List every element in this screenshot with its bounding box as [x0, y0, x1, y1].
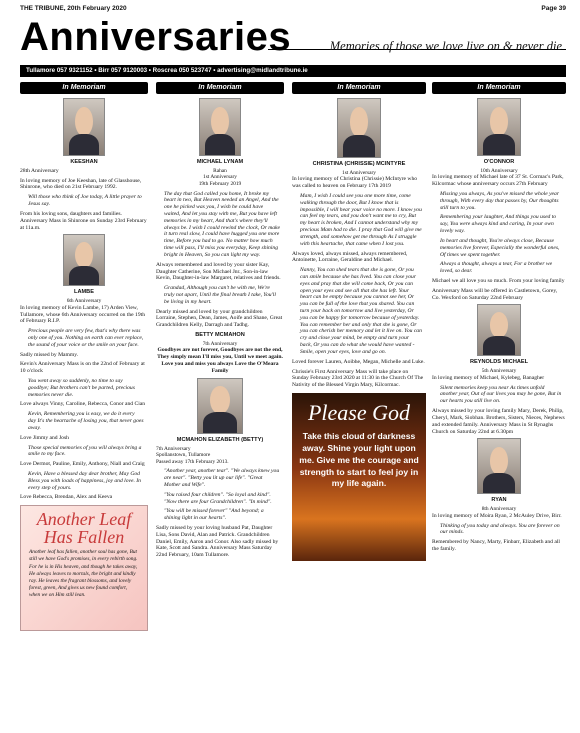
notice-verse: Thinking of you today and always. You are forever on our minds. — [440, 522, 560, 536]
notice-subtitle: Rahan — [213, 167, 227, 174]
verse-card-leaf — [20, 505, 148, 631]
notice-name: CHRISTINA (CHRISSIE) MCINTYRE — [312, 161, 406, 167]
notice-text: Chrissie's First Anniversary Mass will take place on Sunday February 23rd 2020 at 11:30 in the Church Of The Nativity of the Blessed Virgin Mary, Kilcormac. — [292, 368, 424, 389]
notice-verse: "Another year, another tear". "We always knew you are near". "Betty you lit up our life". "Great Mother and Wife". — [164, 468, 280, 488]
column-2 — [156, 82, 284, 727]
notice-text: Always loved, always missed, always remembered, Antoinette, Lorraine, Geraldine and Michael. — [292, 250, 408, 264]
banner — [20, 15, 566, 74]
notice-verse: Remembering your laughter, And things you used to say, You were always kind and caring, In your own lovely way. — [440, 214, 557, 235]
notice-subtitle: 5th Anniversary — [481, 368, 517, 375]
notice-text: Love always Vinny, Caroline, Rebecca, Conor and Cian — [20, 401, 146, 408]
notice-text: Love Jimmy and Josh — [20, 434, 69, 441]
notice-subtitle: Passed away 17th February 2013. — [156, 458, 229, 465]
notice-subtitle: 7th Anniversary — [156, 445, 191, 452]
page-number: Page 39 — [541, 5, 566, 12]
page-header — [20, 5, 566, 15]
tagline: Memories of those we love live on & never die — [329, 39, 562, 53]
notice-subtitle: 19th February 2019 — [198, 181, 242, 187]
portrait-photo — [63, 234, 105, 286]
notice-subtitle: 7th Anniversary — [202, 340, 238, 347]
portrait-photo — [337, 98, 381, 158]
notice-verse: The day that God called you home, It broke my heart in two, But Heaven needed an Angel, And the one he picked was you, I wish he could have waited, And let you stay with me, But you have left memories in my heart, And that's where they'll always be. I wish I could rewind the clock, Or make it turn real slow, I could have hugged you one more time, Before you had to go. No matter how much time will pass, I'll miss you everyday, Keep shining bright in Heaven, So you can light my way. — [164, 190, 280, 258]
notice-verse: Those special memories of you will always bring a smile to my face. — [28, 444, 142, 458]
notice-subtitle: 1st Anniversary — [203, 174, 237, 181]
page-title: Anniversaries — [20, 15, 292, 59]
notice-verse: Kevin, Remembering you is easy, we do it every day It's the heartache of losing you, that never goes away. — [28, 411, 144, 431]
notice-verse: Kevin, Have a blessed day dear brother, May God Bless you with loads of happiness, joy and love. In every step of yours. — [28, 470, 141, 491]
notice-text: In loving memory of Moira Ryan, 2 McAuley Drive, Birr. — [432, 512, 562, 519]
notice-subtitle: 10th Anniversary — [480, 167, 518, 174]
portrait-photo — [63, 98, 105, 156]
notice-text: In loving memory of Joe Keeshan, late of Glasshouse, Shinrone, who died on 21st February 1992. — [20, 177, 142, 191]
notice-text: Michael we all love you so much. From your loving family — [432, 277, 565, 284]
notice-text: Remembered by Nancy, Marty, Finbarr, Elizabeth and all the family. — [432, 539, 560, 552]
notice-text: In loving memory of Christina (Chrissie) McIntyre who was called to heaven on February 17th 2019 — [292, 176, 418, 190]
card-heading: Please God — [307, 399, 411, 425]
notice-name: MCMAHON ELIZABETH (BETTY) — [176, 436, 264, 443]
notice-subtitle: 6th Anniversary — [66, 298, 102, 305]
section-header: In Memoriam — [432, 82, 566, 94]
card-verse: Take this cloud of darkness away. Shine your light upon me. Give me the courage and strength to start to feel joy in my life again. — [299, 430, 419, 489]
notice-verse: Always a thought, always a tear, For a brother we loved, so dear. — [440, 261, 553, 275]
notice-verse: You went away so suddenly, no time to say goodbye; But brothers can't be parted, precious memories never die. — [28, 378, 135, 398]
notice-text: Loved forever Lauren, Aoibhe, Megan, Michelle and Luke. — [292, 358, 425, 365]
portrait-photo — [477, 438, 521, 494]
section-header: In Memoriam — [292, 82, 426, 94]
column-4 — [432, 82, 566, 727]
notice-text: In loving memory of Kevin Lambe, 17) Arden View, Tullamore, whose 6th Anniversary occurred on the 19th of February R.I.P. — [20, 304, 146, 325]
column-3 — [292, 82, 426, 727]
notice-text: In loving memory of Michael late of 37 St. Cormac's Park, Kilcormac whose anniversary occurs 27th February — [432, 174, 564, 188]
notice-text: Anniversary Mass will be offered in Castletown, Gorey, Co. Wexford on Saturday 22nd February — [432, 287, 558, 301]
notice-text: Always missed by your loving family Mary, Derek, Philip, Cheryl, Mark, Siobhan. Brothers, Sisters, Nieces, Nephews and extended family. Anniversary Mass in St Rynaghs Church on Saturday 22nd at 6.30pm — [432, 408, 565, 435]
contact-bar: Tullamore 057 9321152 • Birr 057 9120003 • Roscrea 050 523747 • advertising@midlandtribune.ie — [20, 65, 566, 77]
portrait-photo — [199, 98, 241, 156]
column-1 — [20, 82, 148, 727]
notice-name: BETTY MCMAHON — [195, 332, 245, 339]
notice-subtitle: 1st Anniversary — [342, 169, 376, 176]
section-header: In Memoriam — [156, 82, 284, 94]
notice-name: REYNOLDS MICHAEL — [469, 359, 529, 366]
notice-text: Sadly missed by Mammy. — [20, 351, 79, 358]
notice-text: Love Rebecca, Brendan, Alex and Keeva — [20, 494, 113, 501]
notice-verse: Silent memories keep you near As times unfold another year, Out of our lives you may be gone, But in our hearts you still live on. — [440, 384, 562, 405]
notice-verse: Missing you always, As you've missed the whole year through, With every day that passes by, Our thoughts still turn to you. — [440, 191, 560, 211]
notice-text: Love Dermot, Pauline, Emily, Anthony, Niall and Craig — [20, 461, 145, 468]
notice-text: Always remembered and loved by your sister Kay, Daughter Catherine, Son Michael Jnr., Son-in-law Kevin, Daughter-in-law Margaret, relatives and friends. — [156, 261, 281, 282]
notice-verse: Precious people are very few, that's why there was only one of you. Nothing on earth can ever replace, the sound of your voice or the smile on your face. — [28, 328, 144, 348]
portrait-photo — [197, 378, 243, 434]
notice-name: RYAN — [491, 497, 507, 504]
portrait-photo — [477, 98, 521, 156]
notice-subtitle: Spollanstown, Tullamore — [156, 452, 211, 459]
notice-text: From his loving sons, daughters and families. Anniversary Mass in Shinrone on Sunday 23rd February at 11a.m. — [20, 210, 147, 231]
notice-name: LAMBE — [74, 289, 94, 296]
notice-text: Kevin's Anniversary Mass is on the 22nd of February at 10 o'clock — [20, 361, 145, 375]
notice-verse: In heart and thought, You're always close, Because memories live forever, Especially the wonderful ones, Of times we spent together. — [440, 237, 560, 258]
notice-verse: Grandad, Although you can't be with me, We're truly not apart, Until the final breath I take, You'll be living in my heart. — [164, 285, 276, 305]
notice-subtitle: 8th Anniversary — [481, 506, 517, 513]
notice-verse: Will those who think of Joe today, A little prayer to Jesus say. — [28, 194, 142, 208]
notice-text: In loving memory of Michael, Kylebeg, Banagher — [432, 374, 545, 381]
notice-verse: Mam, I wish I could see you one more time, come walking through the door, But I know that is impossible, I will hear your voice no more. I know you can feel my tears, and you don't want me to cry, But my heart is broken, And I cannot understand why my precious Mam had to die. I pray that God will give me strength, and somehow get me through As I struggle with this heartache, that came when I lost you. — [300, 193, 422, 247]
notice-text: Sadly missed by your loving husband Pat, Daughter Lisa, Sons David, Alan and Patrick. Grandchildren Daniel, Emily, Aaron and Conor. Also sadly missed by Kate, Scott and Sandra. Anniversary Mass Saturday 22nd February, 10am Tullamore. — [156, 524, 279, 559]
notice-bold-verse: Goodbyes are not forever, Goodbyes are not the end, They simply mean I'll miss you, Until we meet again. Love you and miss you always Love the O'Meara Family — [157, 347, 283, 374]
notice-text: 28th Anniversary — [20, 167, 59, 174]
notice-name: MICHAEL LYNAM — [196, 159, 244, 165]
notice-name: KEESHAN — [70, 159, 98, 165]
notice-verse: "You will be missed forever" "And beyond; a shining light in our hearts". — [164, 508, 264, 522]
section-header: In Memoriam — [20, 82, 148, 94]
notice-text: Dearly missed and loved by your grandchildren Lorraine, Stephen, Dean, James, Aoife and Shane, Great Grandchildren Kelly, Darragh and Tadhg. — [156, 308, 283, 329]
publication-date: THE TRIBUNE, 20th February 2020 — [20, 5, 127, 12]
notice-verse: Nanny, You can shed tears that she is gone, Or you can smile because she has lived. You can close your eyes and pray that she will come back, Or you can open your eyes and see all that she has left. Your heart can be empty because you cannot see her, Or you can be full of the love that you shared. You can turn your back on tomorrow and live yesterday, Or you can be happy for tomorrow because of yesterday. You can remember her and only that she is gone, Or you can cherish her memory and let it live on. You can cry and close your mind, be empty and turn your back, Or you can do what she would have wanted - Smile, open your eyes, love and go on. — [300, 267, 422, 355]
card-heading: Another Leaf Has Fallen — [36, 509, 132, 548]
card-verse: Another leaf has fallen, another soul has gone, But still we have God's promises, in every rebirth song. For he is in His heaven, and though he takes away, He always leaves to mortals, the bright and kindly ray. He leaves the fragrant blossoms, and lovely forest, green, And gives us new found comfort, when we on Him still lean. — [29, 549, 138, 599]
portrait-photo — [477, 304, 521, 356]
notice-verse: "You raised four children". "So loyal and kind". "Now there are four Grandchildren". "In mind". — [164, 491, 272, 505]
verse-card-please-god — [292, 393, 426, 561]
notice-name: O'CONNOR — [483, 159, 515, 165]
